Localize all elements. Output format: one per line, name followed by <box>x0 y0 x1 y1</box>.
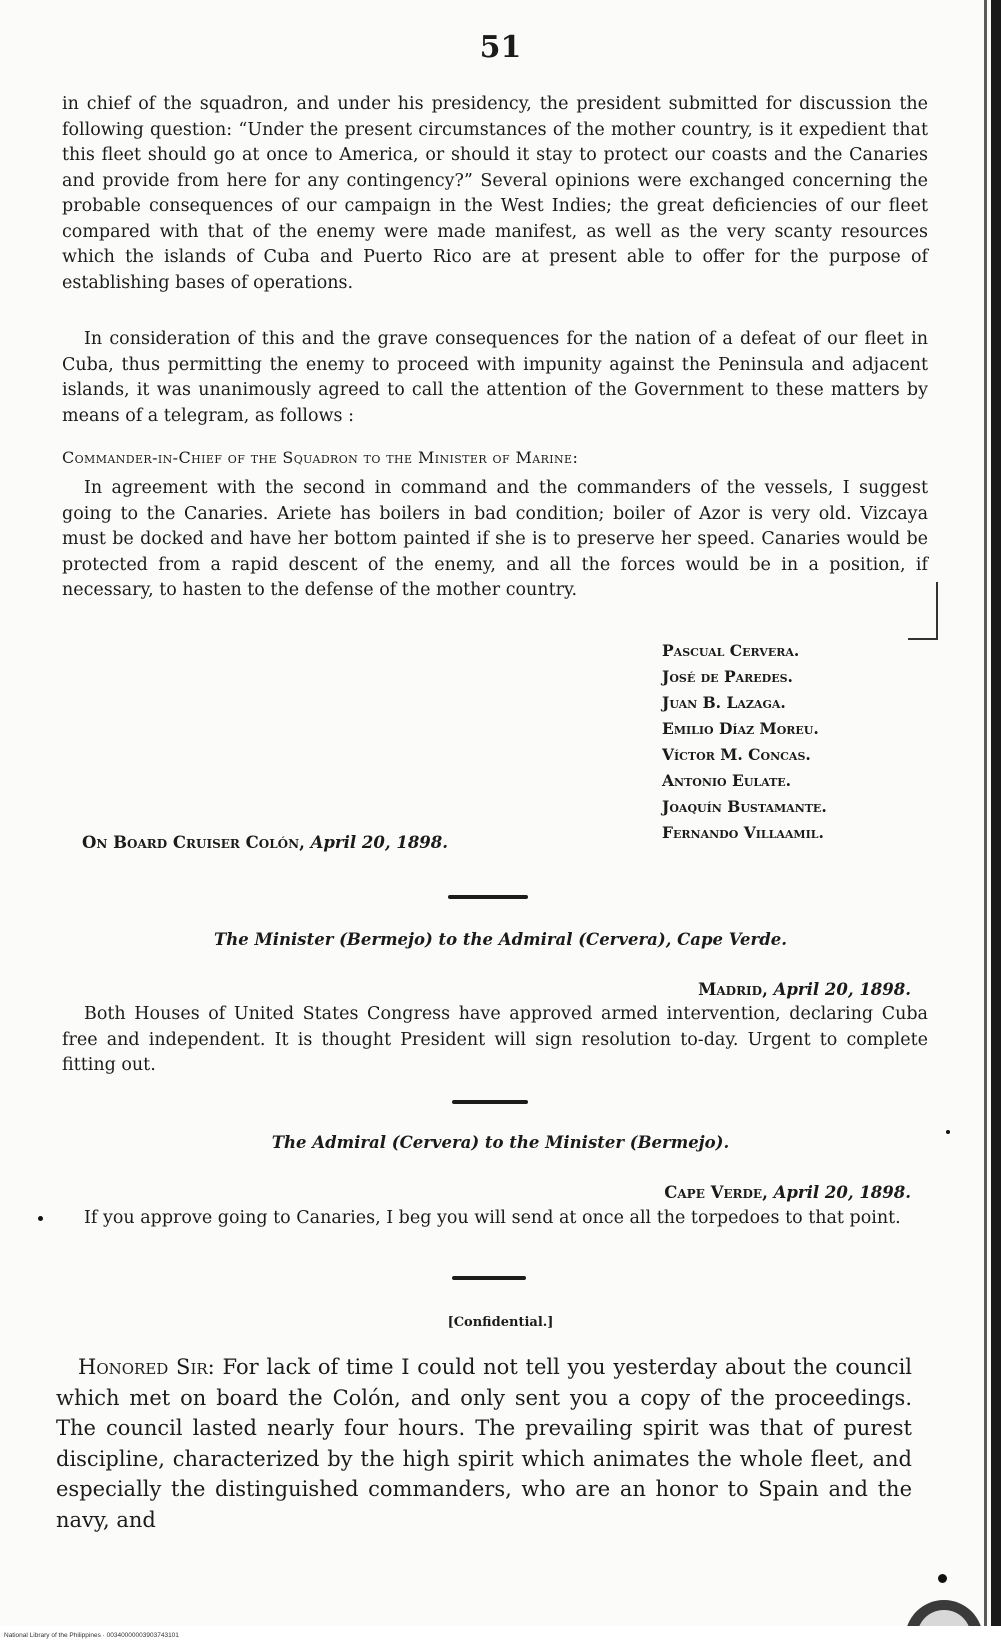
paragraph-letter <box>56 1352 912 1535</box>
dateline-date: April 20, 1898. <box>773 1183 911 1202</box>
dateline-cape-verde <box>664 1183 911 1202</box>
dateline-place: Cape Verde, <box>664 1183 768 1202</box>
signer-name: José de Paredes. <box>662 667 793 686</box>
paragraph-telegram-body: In agreement with the second in command and the commanders of the vessels, I suggest going to the Canaries. Ariete has boilers in bad condition; boiler of Azor is very old. Vizcaya must be docked and have her bottom painted if she is to preserve her speed. Canaries would be protected from a rapid descent of the enemy, and all the forces would be in a position, if necessary, to hasten to the defense of the mother country. <box>62 478 928 600</box>
signer-name: Víctor M. Concas. <box>662 745 811 764</box>
confidential-label: [Confidential.] <box>447 1315 554 1330</box>
section-divider <box>448 895 528 899</box>
scan-edge-shadow <box>991 0 1001 1640</box>
paragraph-consideration: In consideration of this and the grave consequences for the nation of a defeat of our fleet in Cuba, thus permitting the enemy to proceed with impunity against the Peninsula and adjacent islands, it was unanimously agreed to call the attention of the Government to these matters by means of a telegram, as follows : <box>62 329 928 426</box>
signer-name: Pascual Cervera. <box>662 641 800 660</box>
dateline-madrid <box>698 980 911 999</box>
signer-name: Juan B. Lazaga. <box>662 693 786 712</box>
signer-name: Fernando Villaamil. <box>662 823 824 842</box>
scan-speck <box>38 1216 43 1221</box>
paragraph-torpedoes: If you approve going to Canaries, I beg you will send at once all the torpedoes to that point. <box>84 1208 901 1228</box>
paragraph-council-question: in chief of the squadron, and under his presidency, the president submitted for discussion the following question: “Under the present circumstances of the mother country, is it expedient that this fleet should go at once to America, or should it stay to protect our coasts and the Canaries and provide from here for any contingency?” Several opinions were exchanged concerning the probable consequences of our campaign in the West Indies; the great deficiencies of our fleet compared with that of the enemy were made manifest, as well as the very scanty resources which the islands of Cuba and Puerto Rico are at present able to offer for the purpose of establishing bases of operations. <box>62 94 928 293</box>
footer-strip <box>0 1626 1001 1640</box>
onboard-place: On Board Cruiser Colón, <box>82 833 305 852</box>
section-heading-minister-to-admiral: The Minister (Bermejo) to the Admiral (Cervera), Cape Verde. <box>213 930 788 949</box>
section-divider <box>452 1276 526 1280</box>
section-heading-admiral-to-minister: The Admiral (Cervera) to the Minister (Bermejo). <box>271 1133 730 1152</box>
scan-speck <box>938 1574 947 1583</box>
letter-body: For lack of time I could not tell you yesterday about the council which met on board the Colón, and only sent you a copy of the proceedings. The council lasted nearly four hours. The prevailing spirit was that of purest discipline, characterized by the high spirit which animates the whole fleet, and especially the distinguished commanders, who are an honor to Spain and the navy, and <box>56 1355 912 1532</box>
section-divider <box>452 1100 528 1104</box>
scan-speck <box>946 1130 950 1134</box>
telegram-heading: Commander-in-Chief of the Squadron to the Minister of Marine: <box>62 448 579 467</box>
signers-list <box>662 638 827 846</box>
signer-name: Emilio Díaz Moreu. <box>662 719 819 738</box>
onboard-dateline <box>82 833 448 852</box>
signer-name: Joaquín Bustamante. <box>662 797 827 816</box>
footer-source-text: National Library of the Philippines · 00340000003903743101 <box>4 1632 179 1639</box>
dateline-place: Madrid, <box>698 980 768 999</box>
margin-bracket-mark <box>908 582 938 640</box>
page-number: 51 <box>479 30 522 65</box>
onboard-date: April 20, 1898. <box>310 833 449 852</box>
dateline-date: April 20, 1898. <box>773 980 911 999</box>
paragraph-congress-news: Both Houses of United States Congress have approved armed intervention, declaring Cuba free and independent. It is thought President will sign resolution to-day. Urgent to complete fitting out. <box>62 1004 928 1075</box>
signer-name: Antonio Eulate. <box>662 771 792 790</box>
scan-edge-line <box>984 0 987 1640</box>
letter-salutation: Honored Sir: <box>78 1355 215 1379</box>
